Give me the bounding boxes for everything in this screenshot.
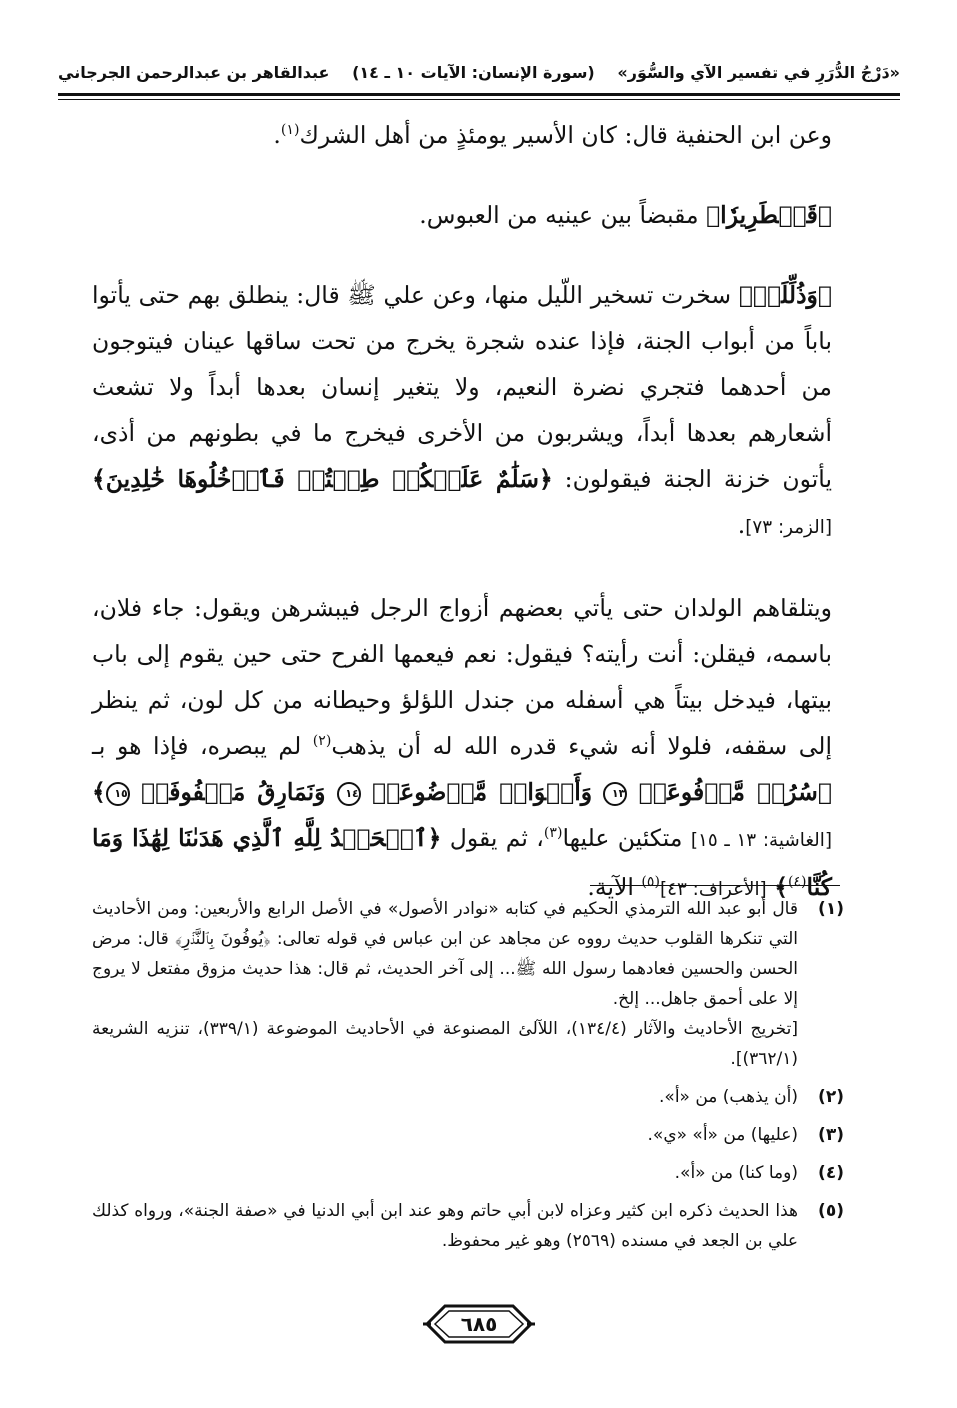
p4-text-3: متكئين عليها: [562, 824, 691, 852]
ayah-number-13: ١٣: [603, 782, 627, 806]
page-number: ٦٨٥: [460, 1312, 498, 1336]
page-number-ornament: [423, 1300, 535, 1348]
footnote-ref-5[interactable]: (٥): [641, 874, 660, 891]
footnote-4: [92, 1158, 844, 1188]
verse-reference: [الزمر: ٧٣]: [745, 517, 832, 538]
quran-word: ﴿وَذُلِّلَتۡ﴾: [738, 281, 832, 309]
p4-end: الآية.: [587, 873, 642, 901]
footnote-text: (وما كنا) من «أ».: [674, 1163, 798, 1183]
footnote-1: [92, 894, 844, 1074]
quran-verse: ﴿سَلَٰمٌ عَلَيۡكُمۡ طِبۡتُمۡ فَٱدۡخُلُوهَا خَٰلِدِينَ﴾: [92, 465, 553, 493]
header-rule-thin: [58, 99, 900, 100]
footnote-number: (٣): [818, 1125, 844, 1145]
footnote-number: (٥): [818, 1201, 844, 1221]
footnote-text: هذا الحديث ذكره ابن كثير وعزاه لابن أبي حاتم وهو عند ابن أبي الدنيا في «صفة الجنة»، ورواه كذلك علي بن الجعد في مسنده (٢٥٦٩) وهو غير محفوظ.: [92, 1201, 798, 1251]
footnote-separator: [590, 885, 840, 886]
footnote-text: (عليها) من «أ» «ي».: [647, 1125, 798, 1145]
quran-word: ﴿قَمۡطَرِيرٗا﴾: [706, 201, 832, 229]
quran-verse-b: وَأَكۡوَابٞ مَّوۡضُوعَةٞ: [372, 778, 593, 806]
p3-end: .: [737, 511, 746, 539]
footnote-ref-3[interactable]: (٣): [543, 825, 563, 842]
quran-verse-d: ﴿ٱلۡحَمۡدُ لِلَّهِ ٱلَّذِي هَدَىٰنَا لِهَٰذَا وَمَا كُنَّا: [92, 824, 832, 901]
p3-text: سخرت تسخير اللّيل منها، وعن علي ﷺ قال: ينطلق بهم حتى يأتوا باباً من أبواب الجنة، فإذا عنده شجرة يخرج من تحت ساقها عينان فيتوجون من أحدهما فتجري نضرة النعيم، ولا يتغير إنسان بعدها أبداً ولا تشعث أشعارهم بعدها أبداً، ويشربون من الأخرى فيخرج ما في بطونهم من أذى، يأتون خزنة الجنة فيقولون:: [92, 281, 833, 493]
paragraph-4: [92, 585, 832, 913]
book-title: «دَرْجُ الدُّرَرِ في تفسير الآي والسُّوَر»: [617, 62, 900, 82]
p2-text: مقبضاً بين عينيه من العبوس.: [419, 201, 707, 229]
paragraph-1: [92, 112, 832, 158]
footnote-3: [92, 1120, 844, 1150]
footnote-text: (أن يذهب) من «أ».: [659, 1087, 798, 1107]
p4-text-2: لم يبصره، فإذا هو بـ: [92, 732, 313, 760]
quran-verse-c: وَنَمَارِقُ مَصۡفُوفَةٞ: [141, 778, 326, 806]
footnote-body: [92, 894, 798, 1074]
footnote-ref-1[interactable]: (١): [280, 122, 300, 139]
ayah-number-15: ١٥: [106, 782, 130, 806]
footnote-sources: [تخريج الأحاديث والآثار (١٣٤/٤)، اللآلئ المصنوعة في الأحاديث الموضوعة (٣٣٩/١)، تنزيه الشريعة (٣٦٢/١)].: [92, 1019, 798, 1069]
footnote-number: (٢): [818, 1087, 844, 1107]
footnotes: [92, 894, 844, 1264]
quran-close-bracket: ﴾: [92, 778, 106, 806]
footnote-ref-4[interactable]: (٤): [787, 874, 807, 891]
footnote-2: [92, 1082, 844, 1112]
footnote-ref-2[interactable]: (٢): [312, 733, 332, 750]
paragraph-2: [92, 192, 832, 238]
p4-text-4: ، ثم يقول: [441, 824, 544, 852]
quran-close-bracket: ﴾: [774, 873, 788, 901]
p4-text-1: ويتلقاهم الولدان حتى يأتي بعضهم أزواج الرجل فيبشرهن ويقول: جاء فلان، باسمه، فيقلن: أنت رأيته؟ فيقول: نعم فيعمها الفرح حتى حين يقوم إلى باب بيتها، فيدخل بيتاً هي أسفله من جندل اللؤلؤ وحيطانه من كل لون، ثم ينظر إلى سقفه، فلولا أنه شيء قدره الله له أن يذهب: [92, 594, 832, 760]
running-header: [58, 52, 900, 92]
header-rule-thick: [58, 93, 900, 96]
section-title: (سورة الإنسان: الآيات ١٠ ـ ١٤): [352, 62, 595, 82]
author-name: عبدالقاهر بن عبدالرحمن الجرجاني: [58, 62, 330, 82]
quran-verse-a: ﴿سُرُرٞ مَّرۡفُوعَةٞ: [638, 778, 832, 806]
footnote-text: قال أبو عبد الله الترمذي الحكيم في كتابه «نوادر الأصول» في الأصل الرابع والأربعين: ومن الأحاديث التي تنكرها القلوب حديث رووه عن مجاهد عن ابن عباس في قوله تعالى: ﴿يُوفُونَ بِٱلنَّذۡرِ﴾ قال: مرض الحسن والحسين فعادهما رسول الله ﷺ... إلى آخر الحديث، ثم قال: هذا حديث مزوق مفتعل لا يروج إلا على أحمق جاهل... إلخ.: [92, 899, 798, 1009]
p1-text: وعن ابن الحنفية قال: كان الأسير يومئذٍ من أهل الشرك: [299, 121, 832, 149]
p1-end: .: [273, 121, 281, 149]
ayah-number-14: ١٤: [337, 782, 361, 806]
paragraph-3: [92, 272, 832, 551]
footnote-number: (١): [818, 899, 844, 919]
footnote-number: (٤): [818, 1163, 844, 1183]
verse-reference: [الغاشية: ١٣ ـ ١٥]: [690, 830, 833, 851]
main-text: [92, 112, 832, 935]
verse-reference: [الأعراف: ٤٣]: [660, 879, 767, 900]
footnote-5: [92, 1196, 844, 1256]
